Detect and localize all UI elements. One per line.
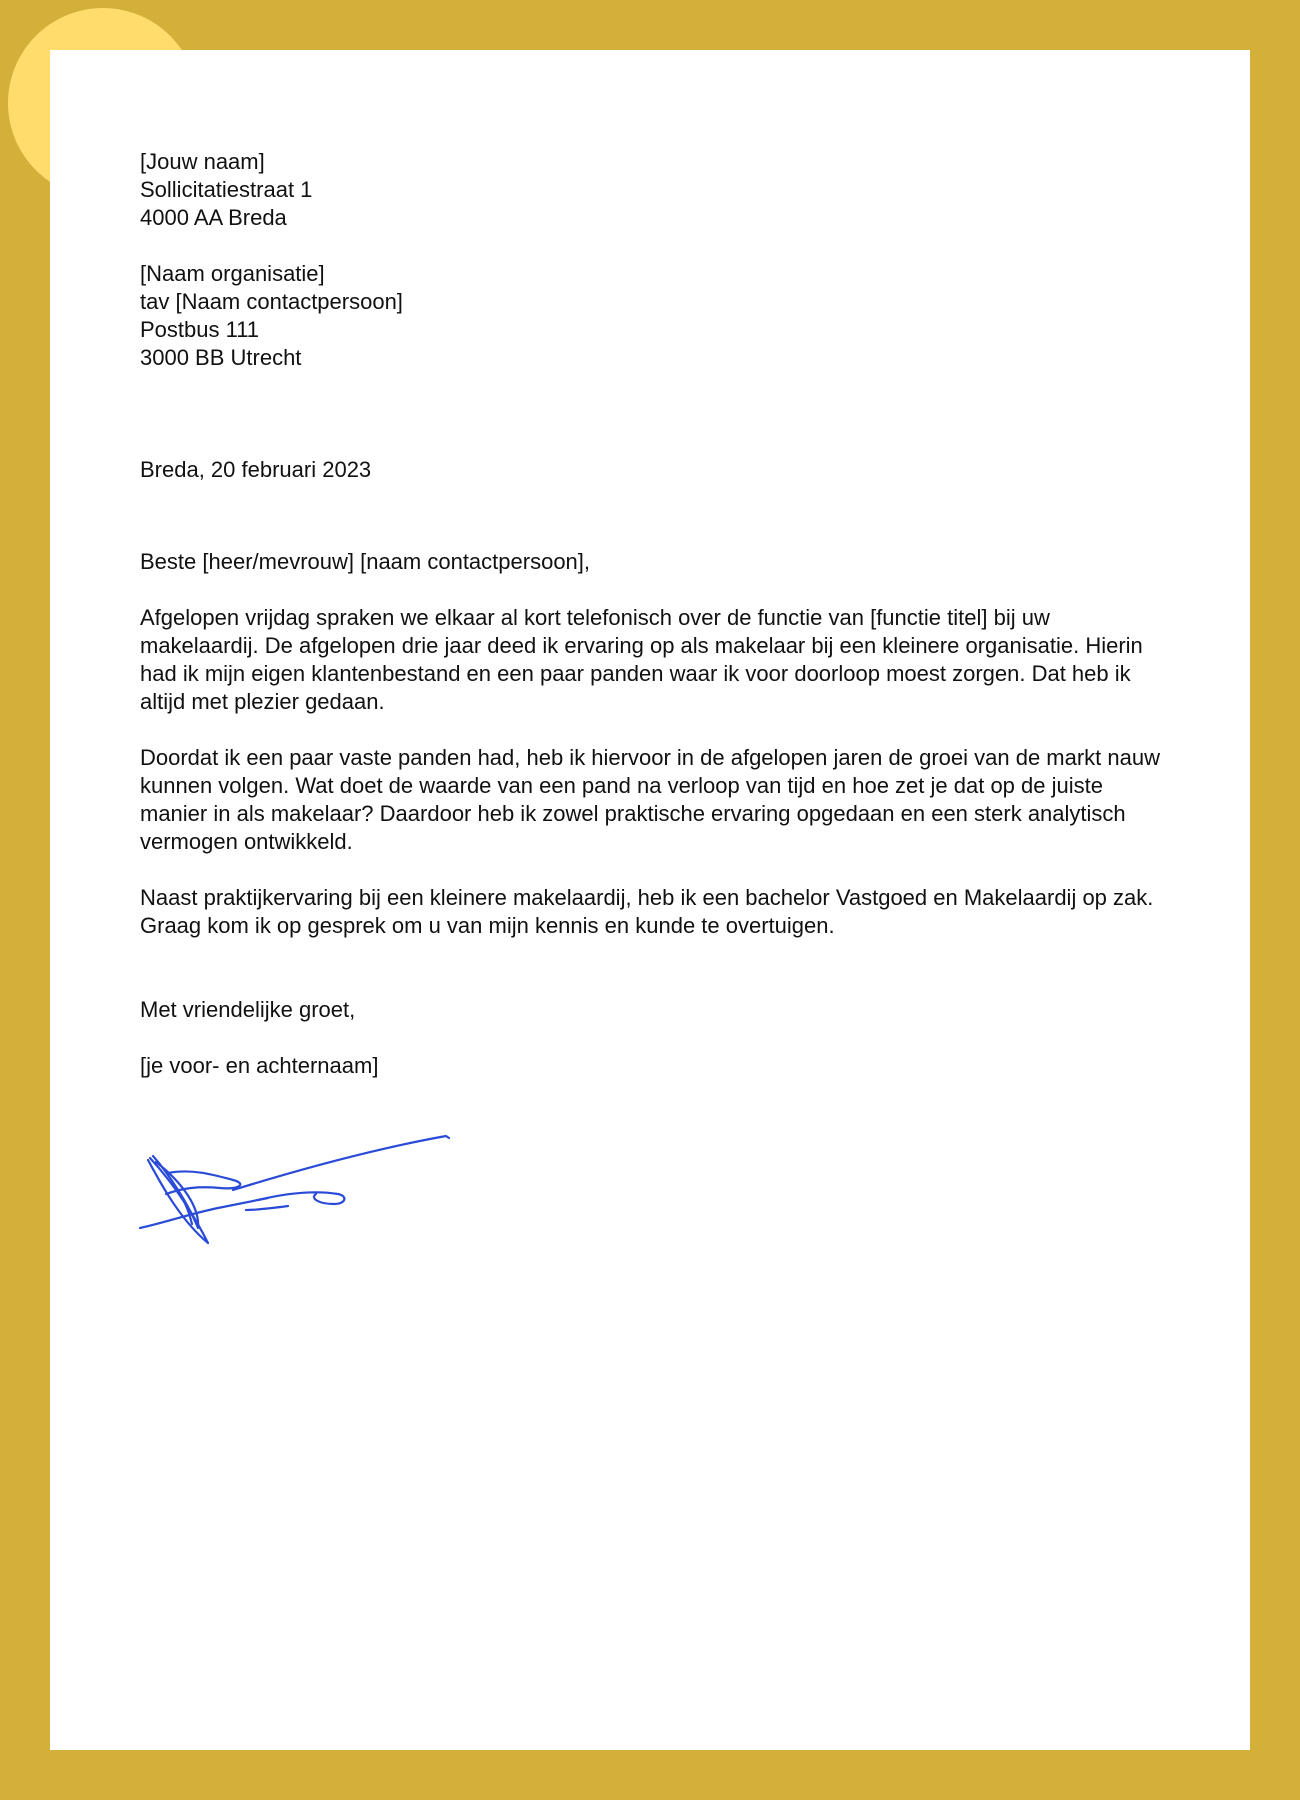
recipient-attention: tav [Naam contactpersoon] — [140, 289, 403, 314]
recipient-address — [140, 260, 1160, 372]
salutation: Beste [heer/mevrouw] [naam contactpersoon], — [140, 549, 591, 574]
place-date: Breda, 20 februari 2023 — [140, 457, 372, 482]
letter-content — [140, 148, 1160, 1080]
closing: Met vriendelijke groet, — [140, 997, 356, 1022]
recipient-organisation: [Naam organisatie] — [140, 261, 325, 286]
body-paragraph-3: Naast praktijkervaring bij een kleinere makelaardij, heb ik een bachelor Vastgoed en Makelaardij op zak. Graag kom ik op gesprek om u van mijn kennis en kunde te overtuigen. — [140, 885, 1154, 938]
recipient-po-box: Postbus 111 — [140, 317, 260, 342]
signature-icon — [138, 1128, 458, 1258]
sender-address — [140, 148, 1160, 232]
sender-name: [Jouw naam] — [140, 149, 265, 174]
recipient-postal-city: 3000 BB Utrecht — [140, 345, 302, 370]
body-paragraph-2: Doordat ik een paar vaste panden had, heb ik hiervoor in de afgelopen jaren de groei van de markt nauw kunnen volgen. Wat doet de waarde van een pand na verloop van tijd en hoe zet je dat op de juiste manier in als makelaar? Daardoor heb ik zowel praktische ervaring opgedaan en een sterk analytisch vermogen ontwikkeld. — [140, 745, 1161, 854]
signer-name: [je voor- en achternaam] — [140, 1053, 379, 1078]
sender-postal-city: 4000 AA Breda — [140, 205, 287, 230]
sender-street: Sollicitatiestraat 1 — [140, 177, 313, 202]
body-paragraph-1: Afgelopen vrijdag spraken we elkaar al kort telefonisch over de functie van [functie titel] bij uw makelaardij. De afgelopen drie jaar deed ik ervaring op als makelaar bij een kleinere organisatie. Hierin had ik mijn eigen klantenbestand en een paar panden waar ik voor doorloop moest zorgen. Dat heb ik altijd met plezier gedaan. — [140, 605, 1143, 714]
